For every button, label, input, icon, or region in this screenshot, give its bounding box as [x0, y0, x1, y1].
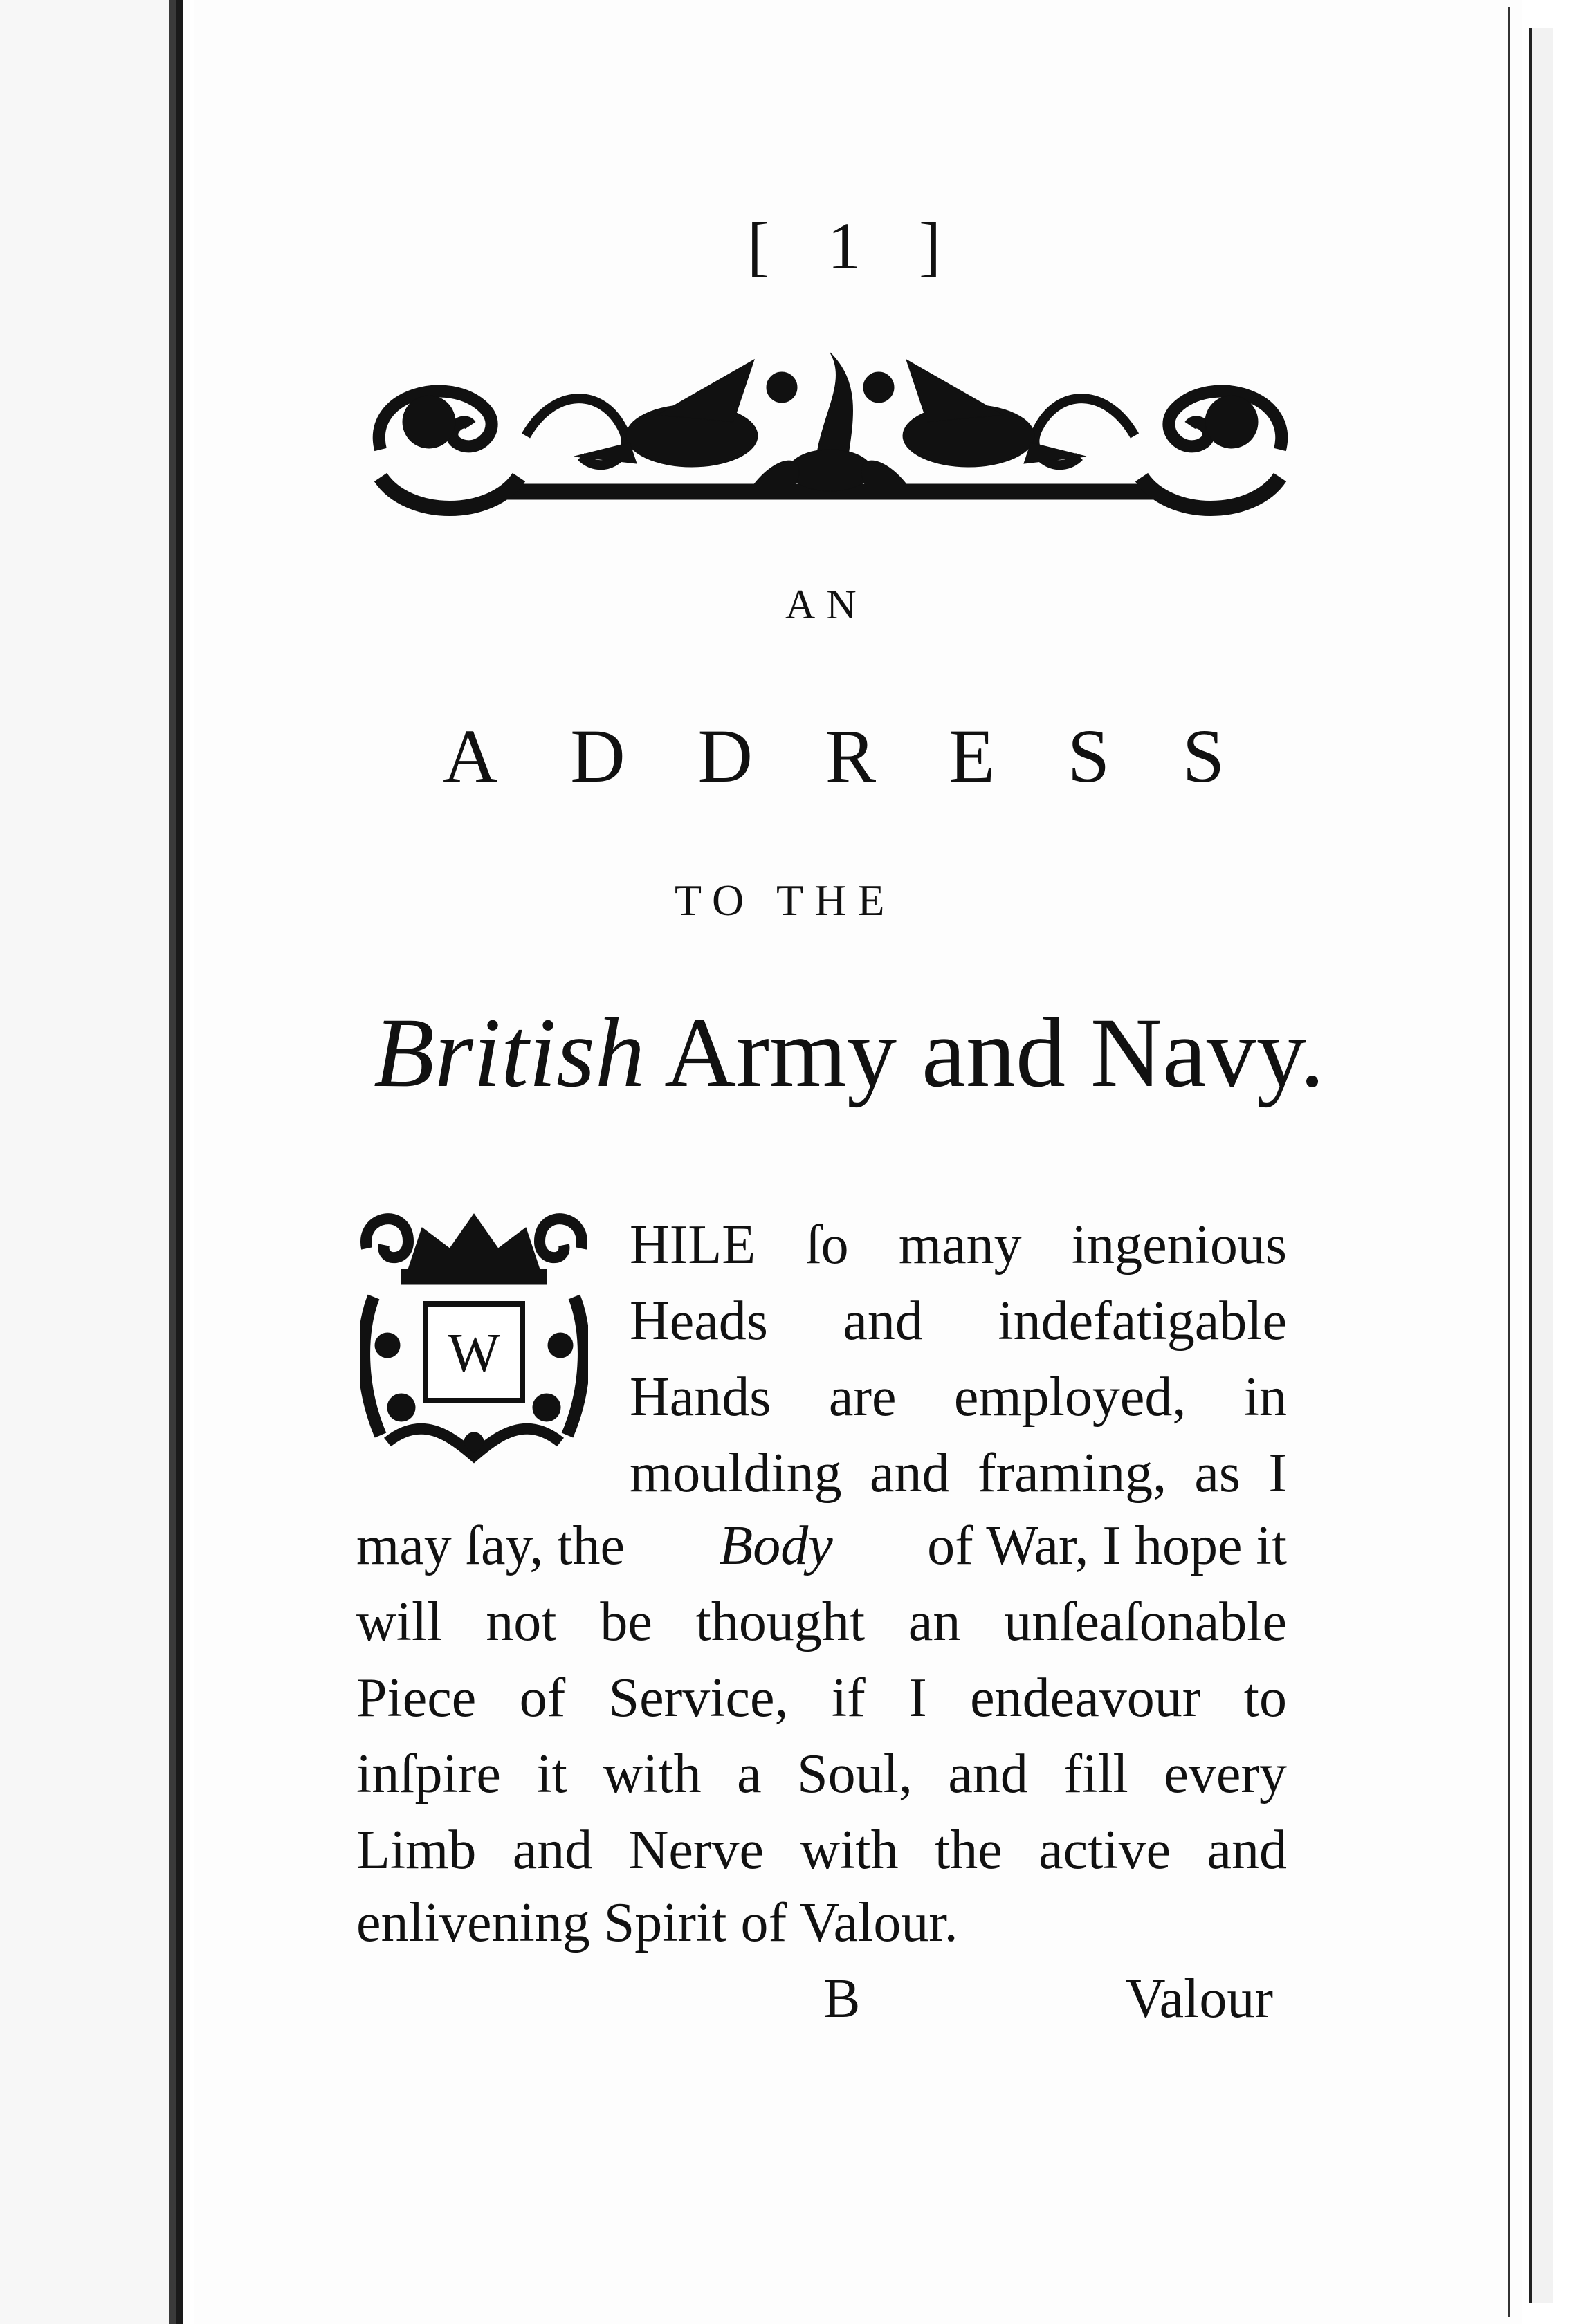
title: [374, 996, 1325, 1110]
crowned-initial-frame-icon: [360, 1207, 588, 1470]
word: HILE: [630, 1215, 756, 1275]
word: every: [1164, 1744, 1287, 1805]
page-footer: [823, 1968, 1273, 2031]
text-line-content: [356, 1744, 1287, 1805]
text-line: [630, 1291, 1287, 1352]
address-letter: D: [697, 714, 753, 798]
word: indefatigable: [998, 1291, 1287, 1352]
text-line: [630, 1443, 1287, 1504]
text-line-content: [356, 1594, 1287, 1650]
title-italic: British: [374, 998, 646, 1108]
word: ſo: [805, 1215, 849, 1275]
word: Limb: [356, 1820, 477, 1881]
text-line-content: [630, 1443, 1287, 1504]
word: unſeaſonable: [1004, 1592, 1287, 1652]
word: if: [831, 1668, 866, 1728]
word: Piece: [356, 1668, 477, 1728]
address-letter: A: [443, 714, 498, 798]
address-letter: R: [825, 714, 877, 798]
text-line: [356, 1515, 1287, 1576]
page-fore-edge: [1529, 28, 1553, 2303]
word: many: [898, 1215, 1022, 1275]
word: framing,: [977, 1443, 1167, 1504]
address-letter: D: [570, 714, 625, 798]
word: as: [1194, 1443, 1241, 1504]
word: Heads: [630, 1291, 768, 1352]
gutter-shadow: [169, 0, 176, 2324]
text-line-content: of War, I hope it: [927, 1515, 1287, 1576]
text-line: [356, 1594, 1287, 1650]
word: thought: [695, 1592, 866, 1652]
text-line: [356, 1892, 1287, 1953]
text-line: [630, 1367, 1287, 1428]
initial-letter: W: [448, 1323, 500, 1384]
text-line-content: [356, 1670, 1287, 1726]
word: Hands: [630, 1367, 771, 1428]
word: will: [356, 1592, 443, 1652]
address-letter: S: [1067, 714, 1110, 798]
heading-to-the: TO THE: [675, 876, 896, 925]
word: moulding: [630, 1443, 842, 1504]
word: it: [536, 1744, 567, 1805]
text-line-content: enlivening Spirit of Valour.: [356, 1892, 958, 1953]
text-italic-body: Body: [719, 1515, 833, 1576]
address-letter: E: [948, 714, 996, 798]
word: Soul,: [797, 1744, 913, 1805]
word: fill: [1063, 1744, 1128, 1805]
catchword: Valour: [1125, 1968, 1273, 2029]
page-number: [ 1 ]: [747, 209, 962, 283]
word: not: [486, 1592, 557, 1652]
signature-mark: B: [823, 1968, 861, 2029]
word: a: [737, 1744, 762, 1805]
word: endeavour: [970, 1668, 1201, 1728]
word: employed,: [953, 1367, 1187, 1428]
word: and: [948, 1744, 1028, 1805]
word: in: [1243, 1367, 1287, 1428]
title-rest: Army and Navy.: [645, 998, 1325, 1108]
word: are: [828, 1367, 897, 1428]
word: be: [600, 1592, 652, 1652]
word: and: [870, 1443, 950, 1504]
word: to: [1243, 1668, 1287, 1728]
word: Nerve: [628, 1820, 765, 1881]
text-line-content: [630, 1291, 1287, 1352]
word: with: [603, 1744, 702, 1805]
word: with: [800, 1820, 899, 1881]
text-line: [356, 1744, 1287, 1805]
word: the: [935, 1820, 1003, 1881]
text-line: [356, 1820, 1287, 1881]
heading-address: [443, 712, 1225, 800]
word: active: [1038, 1820, 1171, 1881]
text-line: [356, 1670, 1287, 1726]
word: and: [512, 1820, 593, 1881]
word: Service,: [608, 1668, 789, 1728]
word: ingenious: [1071, 1215, 1287, 1275]
word: and: [1207, 1820, 1287, 1881]
word: an: [908, 1592, 961, 1652]
heading-an: AN: [785, 582, 868, 627]
address-letter: S: [1182, 714, 1225, 798]
text-line-content: [630, 1367, 1287, 1428]
word: I: [1268, 1443, 1287, 1504]
text-line-content: [356, 1820, 1287, 1881]
text-line-content: may ſay, the: [356, 1515, 625, 1576]
word: inſpire: [356, 1744, 501, 1805]
birds-and-scrolls-ornament-icon: [367, 346, 1294, 533]
facing-page: [0, 0, 183, 2324]
word: and: [843, 1291, 923, 1352]
page-edge: [1508, 7, 1516, 2317]
text-line: [630, 1217, 1287, 1273]
word: of: [519, 1668, 566, 1728]
text-line-content: [630, 1217, 1287, 1273]
word: I: [908, 1668, 927, 1728]
